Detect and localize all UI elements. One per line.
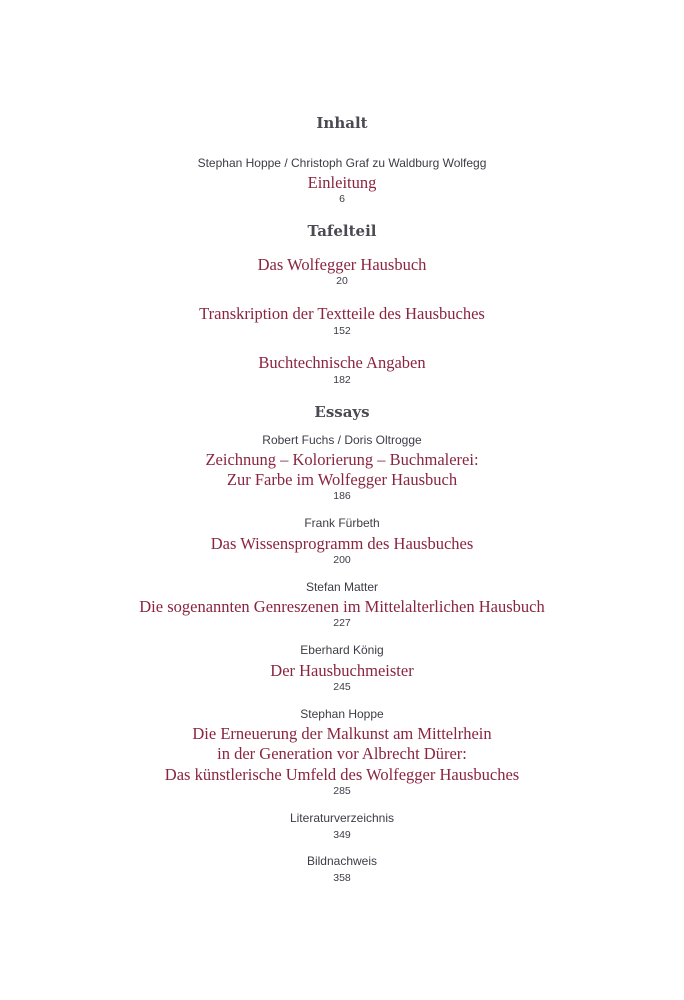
- essay-title-line: Das Wissensprogramm des Hausbuches: [210, 534, 474, 553]
- appendix-page: 349: [333, 829, 351, 841]
- tafel-item-page: 182: [333, 374, 351, 386]
- essay-author: Eberhard König: [300, 643, 384, 657]
- essay-title-line: Zur Farbe im Wolfegger Hausbuch: [226, 470, 458, 489]
- essay-author: Robert Fuchs / Doris Oltrogge: [262, 433, 422, 447]
- essay-page: 245: [333, 681, 351, 693]
- page-title: Inhalt: [316, 114, 368, 132]
- tafel-item-title: Buchtechnische Angaben: [258, 353, 426, 372]
- essay-title-line: Die Erneuerung der Malkunst am Mittelrhein: [192, 724, 492, 743]
- appendix-title: Bildnachweis: [306, 854, 378, 868]
- intro-title: Einleitung: [307, 173, 377, 192]
- appendix-page: 358: [333, 872, 351, 884]
- section-heading-essays: Essays: [314, 403, 370, 421]
- essay-page: 200: [333, 554, 351, 566]
- essay-author: Frank Fürbeth: [304, 516, 380, 530]
- essay-page: 285: [333, 785, 351, 797]
- essay-title-line: Der Hausbuchmeister: [270, 661, 414, 680]
- section-heading-tafelteil: Tafelteil: [307, 222, 377, 240]
- essay-title-line: Das künstlerische Umfeld des Wolfegger Hausbuches: [164, 765, 520, 784]
- intro-page: 6: [339, 193, 345, 205]
- essay-page: 186: [333, 490, 351, 502]
- appendix-title: Literaturverzeichnis: [289, 811, 395, 825]
- essay-title-line: Die sogenannten Genreszenen im Mittelalterlichen Hausbuch: [139, 597, 545, 616]
- essay-title-line: Zeichnung – Kolorierung – Buchmalerei:: [205, 450, 479, 469]
- essay-author: Stephan Hoppe: [300, 707, 384, 721]
- essay-page: 227: [333, 617, 351, 629]
- tafel-item-page: 20: [336, 275, 348, 287]
- essay-author: Stefan Matter: [305, 580, 379, 594]
- essay-title-line: in der Generation vor Albrecht Dürer:: [217, 744, 467, 763]
- tafel-item-title: Transkription der Textteile des Hausbuches: [199, 304, 485, 323]
- tafel-item-title: Das Wolfegger Hausbuch: [257, 255, 427, 274]
- tafel-item-page: 152: [333, 325, 351, 337]
- intro-author: Stephan Hoppe / Christoph Graf zu Waldburg Wolfegg: [197, 156, 487, 170]
